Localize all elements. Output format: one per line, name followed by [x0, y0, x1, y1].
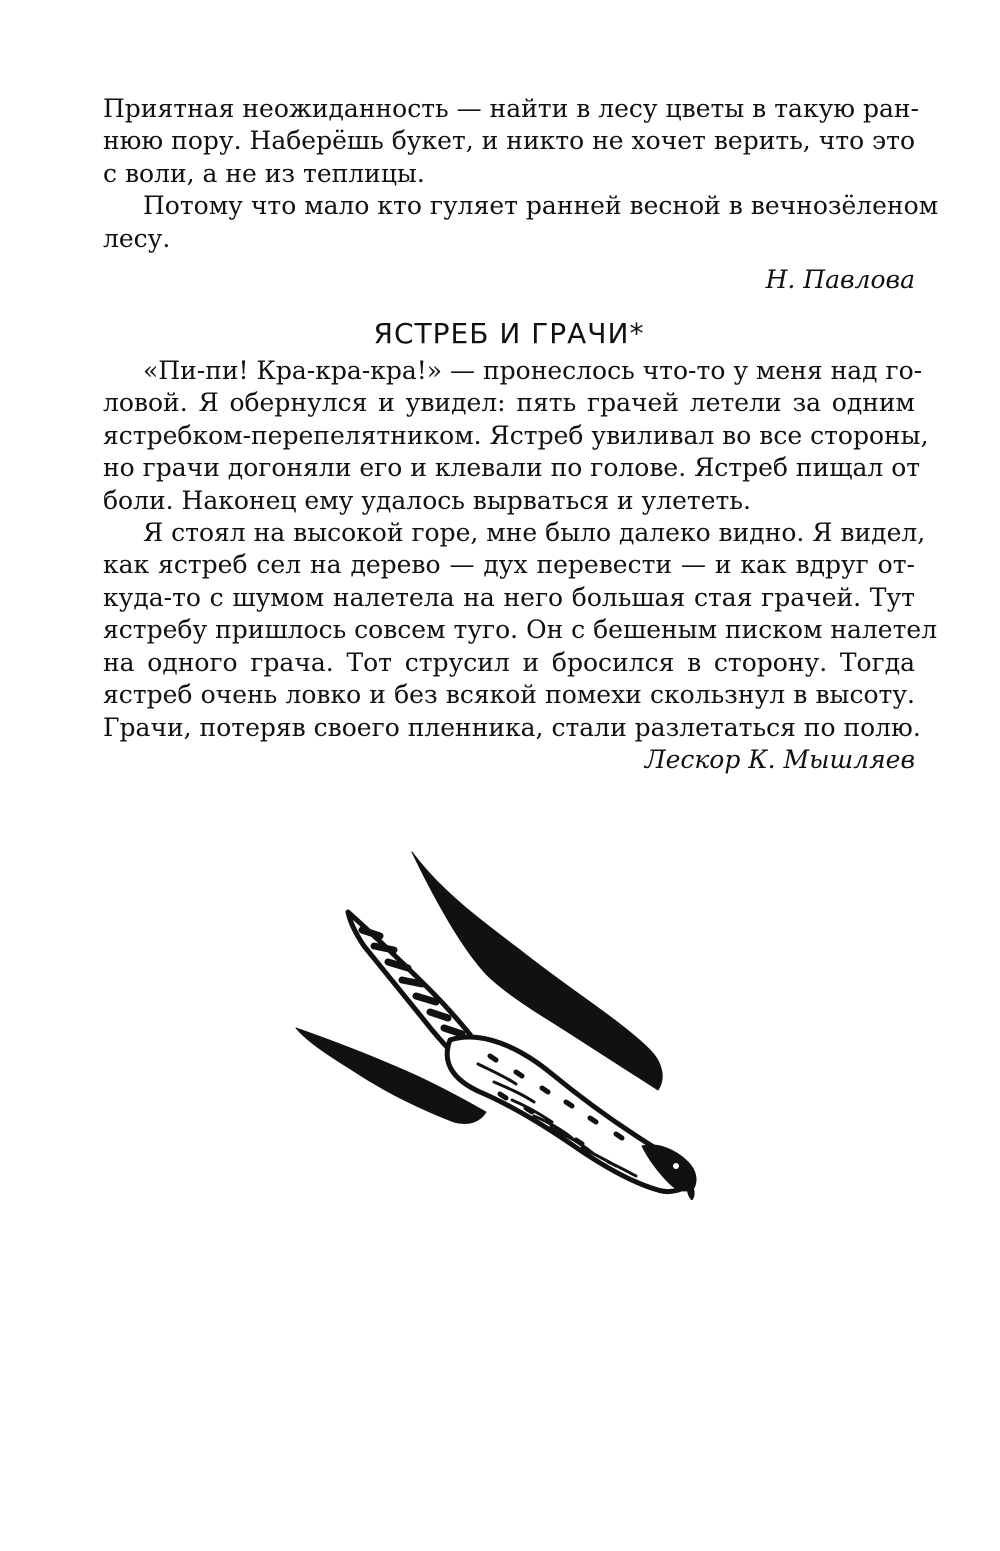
- page-content: [103, 93, 939, 776]
- intro-paragraph-1: [103, 93, 920, 190]
- text-line: ястребу пришлось совсем туго. Он с бешеным писком налетел: [103, 615, 938, 645]
- text-line: Приятная неожиданность — найти в лесу цветы в такую ран-: [103, 94, 920, 123]
- text-line: но грачи догоняли его и клевали по голове. Ястреб пищал от: [103, 453, 921, 483]
- story-title: ЯСТРЕБ И ГРАЧИ*: [373, 317, 645, 351]
- text-line: ястребком-перепелятником. Ястреб увиливал во все стороны,: [103, 420, 929, 450]
- text-line: на одного грача. Тот струсил и бросился в сторону. Тогда: [103, 647, 915, 677]
- text-line: куда-то с шумом налетела на него большая стая грачей. Тут: [103, 582, 915, 612]
- text-line: Потому что мало кто гуляет ранней весной в вечнозёленом: [143, 191, 939, 221]
- text-line: боли. Наконец ему удалось вырваться и улететь.: [103, 485, 751, 515]
- text-line: с воли, а не из теплицы.: [103, 158, 425, 188]
- text-line: нюю пору. Наберёшь букет, и никто не хочет верить, что это: [103, 126, 915, 156]
- story-author: Лескор К. Мышляев: [644, 744, 915, 774]
- text-line: ловой. Я обернулся и увидел: пять грачей летели за одним: [103, 388, 915, 418]
- intro-paragraph-2: [103, 190, 939, 255]
- text-line: как ястреб сел на дерево — дух перевести — и как вдруг от-: [103, 550, 915, 580]
- text-line: Я стоял на высокой горе, мне было далеко видно. Я видел,: [143, 518, 926, 548]
- text-line: ястреб очень ловко и без всякой помехи скользнул в высоту.: [103, 680, 915, 710]
- text-line: Грачи, потеряв своего пленника, стали разлетаться по полю.: [103, 712, 921, 742]
- story-paragraph-1: [103, 355, 929, 517]
- intro-author: Н. Павлова: [765, 265, 915, 295]
- text-line: лесу.: [103, 223, 171, 253]
- story-paragraph-2: [103, 517, 938, 744]
- hawk-in-flight-drawing: [290, 850, 710, 1200]
- text-line: «Пи-пи! Кра-кра-кра!» — пронеслось что-то у меня над го-: [143, 356, 923, 386]
